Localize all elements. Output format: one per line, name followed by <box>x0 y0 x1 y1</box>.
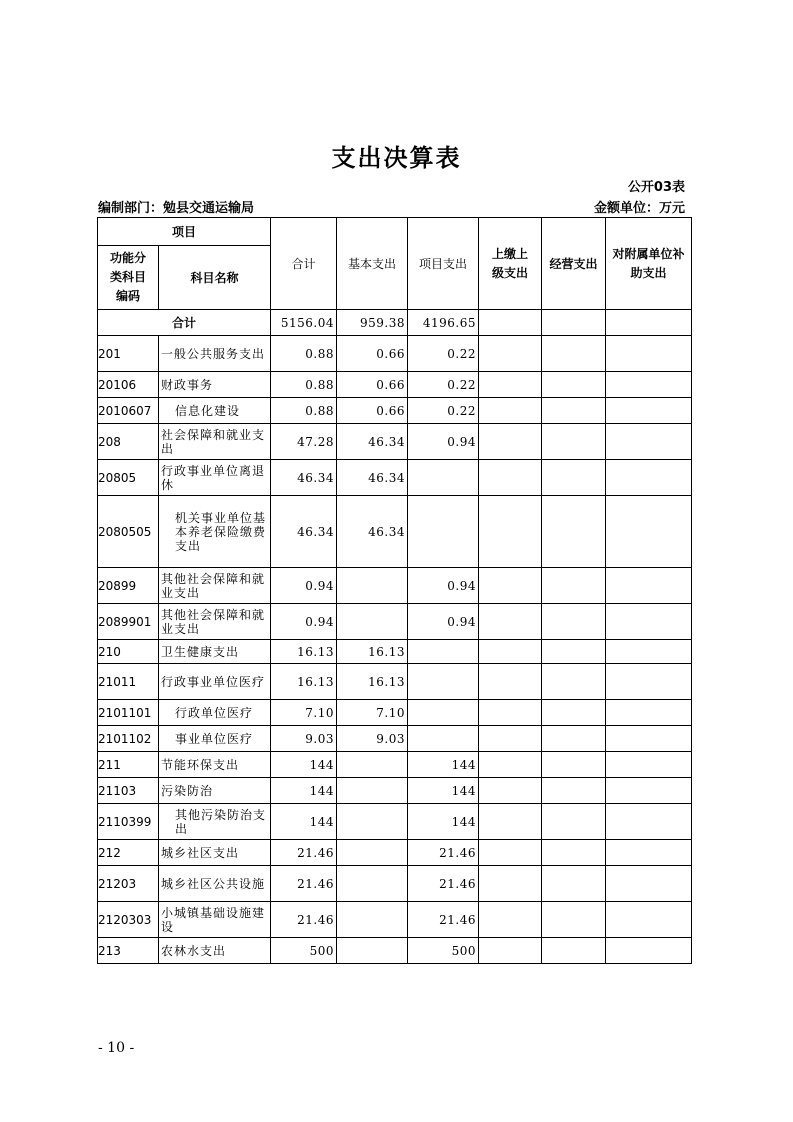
code: 201 <box>98 336 159 372</box>
name-cell: 农林水支出 <box>159 938 271 964</box>
table-row <box>98 604 692 640</box>
business-cell <box>542 726 606 752</box>
total-cell: 21.46 <box>271 902 337 938</box>
code: 21011 <box>98 664 159 700</box>
total-cell: 0.88 <box>271 372 337 398</box>
table-row <box>98 664 692 700</box>
name-cell: 行政单位医疗 <box>159 700 271 726</box>
business-cell <box>542 902 606 938</box>
basic-cell: 0.66 <box>337 372 408 398</box>
name-cell: 城乡社区公共设施 <box>159 866 271 902</box>
project-cell <box>408 664 479 700</box>
name-cell: 行政事业单位离退休 <box>159 460 271 496</box>
total-cell: 7.10 <box>271 700 337 726</box>
header-subsidy <box>606 218 692 310</box>
business-cell <box>542 310 606 336</box>
project-cell: 144 <box>408 804 479 840</box>
business-cell <box>542 640 606 664</box>
code: 2089901 <box>98 604 159 640</box>
department-label: 编制部门：勉县交通运输局 <box>98 201 255 216</box>
upper-cell <box>479 568 542 604</box>
basic-cell: 16.13 <box>337 664 408 700</box>
subsidy-cell <box>606 778 692 804</box>
total-cell: 0.94 <box>271 568 337 604</box>
code: 210 <box>98 640 159 664</box>
basic-cell <box>337 804 408 840</box>
business-cell <box>542 752 606 778</box>
subsidy-cell <box>606 424 692 460</box>
header-project: 项目支出 <box>408 218 479 310</box>
basic-cell <box>337 938 408 964</box>
project-cell: 21.46 <box>408 902 479 938</box>
subsidy-cell <box>606 604 692 640</box>
basic-cell <box>337 752 408 778</box>
project-cell <box>408 460 479 496</box>
upper-cell <box>479 424 542 460</box>
table-row <box>98 460 692 496</box>
code: 21103 <box>98 778 159 804</box>
subsidy-cell <box>606 902 692 938</box>
code: 2080505 <box>98 496 159 568</box>
code: 2010607 <box>98 398 159 424</box>
subsidy-cell <box>606 568 692 604</box>
total-cell: 47.28 <box>271 424 337 460</box>
basic-cell: 46.34 <box>337 424 408 460</box>
upper-cell <box>479 398 542 424</box>
business-cell <box>542 938 606 964</box>
subsidy-cell <box>606 866 692 902</box>
project-cell <box>408 700 479 726</box>
upper-cell <box>479 902 542 938</box>
subsidy-cell <box>606 938 692 964</box>
total-cell: 0.88 <box>271 398 337 424</box>
project-cell: 0.22 <box>408 372 479 398</box>
table-row <box>98 640 692 664</box>
name-cell: 一般公共服务支出 <box>159 336 271 372</box>
basic-cell <box>337 902 408 938</box>
upper-cell <box>479 310 542 336</box>
subsidy-cell <box>606 336 692 372</box>
table-row <box>98 424 692 460</box>
name-cell: 污染防治 <box>159 778 271 804</box>
code: 211 <box>98 752 159 778</box>
total-cell: 144 <box>271 752 337 778</box>
code: 21203 <box>98 866 159 902</box>
basic-cell: 0.66 <box>337 398 408 424</box>
business-cell <box>542 496 606 568</box>
name-cell: 社会保障和就业支出 <box>159 424 271 460</box>
total-cell: 21.46 <box>271 866 337 902</box>
project-cell: 21.46 <box>408 840 479 866</box>
table-row <box>98 372 692 398</box>
business-cell <box>542 664 606 700</box>
project-cell: 0.22 <box>408 398 479 424</box>
header-row <box>98 218 692 246</box>
name-cell: 城乡社区支出 <box>159 840 271 866</box>
total-cell: 5156.04 <box>271 310 337 336</box>
basic-cell: 16.13 <box>337 640 408 664</box>
header-business: 经营支出 <box>542 218 606 310</box>
project-cell: 0.94 <box>408 568 479 604</box>
name-cell: 其他社会保障和就业支出 <box>159 568 271 604</box>
table-row <box>98 496 692 568</box>
header-basic: 基本支出 <box>337 218 408 310</box>
upper-cell <box>479 778 542 804</box>
upper-cell <box>479 700 542 726</box>
subsidy-cell <box>606 664 692 700</box>
upper-cell <box>479 664 542 700</box>
total-cell: 144 <box>271 778 337 804</box>
table-row <box>98 752 692 778</box>
project-cell: 0.94 <box>408 424 479 460</box>
name-cell: 行政事业单位医疗 <box>159 664 271 700</box>
subsidy-cell <box>606 804 692 840</box>
total-cell: 0.94 <box>271 604 337 640</box>
basic-cell: 46.34 <box>337 496 408 568</box>
table-row <box>98 700 692 726</box>
business-cell <box>542 424 606 460</box>
business-cell <box>542 840 606 866</box>
header-upper-text: 上缴上级支出 <box>491 246 528 280</box>
page-title: 支出决算表 <box>331 144 462 172</box>
header-item: 项目 <box>98 218 271 246</box>
table-row <box>98 840 692 866</box>
basic-cell <box>337 568 408 604</box>
header-total: 合计 <box>271 218 337 310</box>
name-cell: 卫生健康支出 <box>159 640 271 664</box>
header-func-code <box>98 246 159 310</box>
header-subject-name: 科目名称 <box>159 246 271 310</box>
upper-cell <box>479 726 542 752</box>
total-cell: 0.88 <box>271 336 337 372</box>
upper-cell <box>479 372 542 398</box>
total-cell: 16.13 <box>271 664 337 700</box>
business-cell <box>542 568 606 604</box>
basic-cell: 7.10 <box>337 700 408 726</box>
business-cell <box>542 372 606 398</box>
table-row <box>98 726 692 752</box>
subsidy-cell <box>606 310 692 336</box>
total-cell: 46.34 <box>271 496 337 568</box>
table-row <box>98 336 692 372</box>
basic-cell <box>337 604 408 640</box>
name-cell: 事业单位医疗 <box>159 726 271 752</box>
header-func-code-text: 功能分类科目编码 <box>109 251 146 303</box>
subsidy-cell <box>606 640 692 664</box>
project-cell: 21.46 <box>408 866 479 902</box>
subsidy-cell <box>606 496 692 568</box>
project-cell: 0.94 <box>408 604 479 640</box>
subsidy-cell <box>606 460 692 496</box>
code: 212 <box>98 840 159 866</box>
total-cell: 500 <box>271 938 337 964</box>
header-subsidy-text: 对附属单位补助支出 <box>612 246 685 280</box>
total-cell: 9.03 <box>271 726 337 752</box>
table-row <box>98 568 692 604</box>
project-cell: 4196.65 <box>408 310 479 336</box>
upper-cell <box>479 866 542 902</box>
total-cell: 21.46 <box>271 840 337 866</box>
code: 208 <box>98 424 159 460</box>
subsidy-cell <box>606 726 692 752</box>
table-row <box>98 938 692 964</box>
code: 2101102 <box>98 726 159 752</box>
upper-cell <box>479 640 542 664</box>
subsidy-cell <box>606 398 692 424</box>
total-row <box>98 310 692 336</box>
basic-cell: 46.34 <box>337 460 408 496</box>
code: 2101101 <box>98 700 159 726</box>
project-cell <box>408 726 479 752</box>
upper-cell <box>479 804 542 840</box>
code: 2120303 <box>98 902 159 938</box>
business-cell <box>542 866 606 902</box>
business-cell <box>542 778 606 804</box>
page-number: - 10 - <box>98 1040 135 1056</box>
unit-label: 金额单位：万元 <box>593 201 685 216</box>
total-cell: 16.13 <box>271 640 337 664</box>
subsidy-cell <box>606 840 692 866</box>
code: 213 <box>98 938 159 964</box>
table-row <box>98 902 692 938</box>
name-cell: 其他社会保障和就业支出 <box>159 604 271 640</box>
total-cell: 144 <box>271 804 337 840</box>
basic-cell: 0.66 <box>337 336 408 372</box>
name-cell: 其他污染防治支出 <box>159 804 271 840</box>
business-cell <box>542 700 606 726</box>
name-cell: 机关事业单位基本养老保险缴费支出 <box>159 496 271 568</box>
table-row <box>98 398 692 424</box>
total-label: 合计 <box>98 310 271 336</box>
total-cell: 46.34 <box>271 460 337 496</box>
code: 20106 <box>98 372 159 398</box>
subsidy-cell <box>606 372 692 398</box>
business-cell <box>542 604 606 640</box>
basic-cell: 9.03 <box>337 726 408 752</box>
table-row <box>98 778 692 804</box>
business-cell <box>542 804 606 840</box>
upper-cell <box>479 752 542 778</box>
name-cell: 节能环保支出 <box>159 752 271 778</box>
subsidy-cell <box>606 700 692 726</box>
form-number: 公开03表 <box>627 180 685 195</box>
upper-cell <box>479 840 542 866</box>
project-cell <box>408 640 479 664</box>
subsidy-cell <box>606 752 692 778</box>
table-row <box>98 866 692 902</box>
table-row <box>98 804 692 840</box>
upper-cell <box>479 938 542 964</box>
header-upper <box>479 218 542 310</box>
expenditure-table <box>97 217 692 964</box>
name-cell: 财政事务 <box>159 372 271 398</box>
basic-cell: 959.38 <box>337 310 408 336</box>
code: 2110399 <box>98 804 159 840</box>
upper-cell <box>479 460 542 496</box>
upper-cell <box>479 496 542 568</box>
business-cell <box>542 460 606 496</box>
project-cell: 500 <box>408 938 479 964</box>
project-cell: 144 <box>408 752 479 778</box>
name-cell: 小城镇基础设施建设 <box>159 902 271 938</box>
basic-cell <box>337 866 408 902</box>
project-cell: 144 <box>408 778 479 804</box>
project-cell: 0.22 <box>408 336 479 372</box>
upper-cell <box>479 604 542 640</box>
business-cell <box>542 336 606 372</box>
business-cell <box>542 398 606 424</box>
basic-cell <box>337 840 408 866</box>
project-cell <box>408 496 479 568</box>
name-cell: 信息化建设 <box>159 398 271 424</box>
code: 20805 <box>98 460 159 496</box>
code: 20899 <box>98 568 159 604</box>
upper-cell <box>479 336 542 372</box>
basic-cell <box>337 778 408 804</box>
